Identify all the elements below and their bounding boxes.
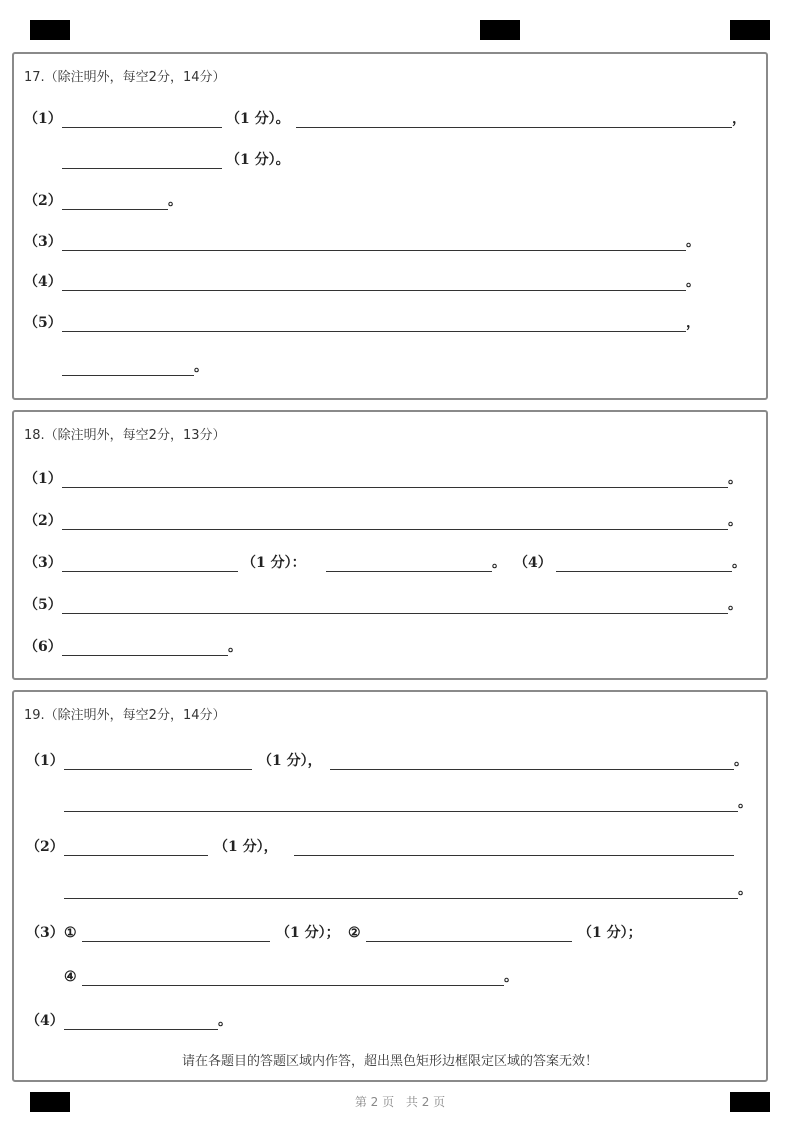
q19-period-1b: 。: [738, 795, 752, 811]
q18-period-3: 。: [492, 555, 506, 571]
q19-row-1: [14, 750, 766, 772]
q19-answer-2b[interactable]: [294, 855, 734, 856]
q17-answer-5a[interactable]: [62, 331, 686, 332]
q19-label-1: （1）: [26, 753, 64, 769]
q18-label-3: （3）: [24, 555, 62, 571]
q17-label-3: （3）: [24, 234, 62, 250]
question-17-box: [12, 52, 768, 400]
q18-period-2: 。: [728, 513, 742, 529]
q19-period-2: 。: [738, 882, 752, 898]
q19-score-1: （1 分），: [258, 753, 322, 769]
q18-row-2: [14, 510, 766, 532]
q18-period-4: 。: [732, 555, 746, 571]
q17-row-4: [14, 271, 766, 293]
q18-score-3: （1 分）：: [242, 555, 306, 571]
q18-period-1: 。: [728, 471, 742, 487]
q18-answer-3a[interactable]: [62, 571, 238, 572]
q17-period-2: 。: [168, 193, 182, 209]
q18-answer-2[interactable]: [62, 529, 728, 530]
q19-row-1-cont: [14, 792, 766, 814]
q18-answer-3b[interactable]: [326, 571, 492, 572]
q17-row-1-cont: [14, 149, 766, 171]
q18-row-1: [14, 468, 766, 490]
q19-row-3-cont: [14, 966, 766, 988]
q17-comma-5: ，: [686, 315, 700, 331]
q17-score-1b: （1 分）。: [226, 152, 290, 168]
question-19-heading: 19.（除注明外，每空2分，14分）: [24, 708, 226, 723]
q18-label-5: （5）: [24, 597, 62, 613]
q17-label-5: （5）: [24, 315, 62, 331]
q19-answer-1b[interactable]: [330, 769, 734, 770]
q18-label-4: （4）: [514, 555, 552, 571]
q17-score-1a: （1 分）。: [226, 111, 290, 127]
q19-circle-2: ②: [348, 925, 361, 941]
q18-answer-4[interactable]: [556, 571, 732, 572]
q18-label-2: （2）: [24, 513, 62, 529]
question-19-box: [12, 690, 768, 1082]
q17-period-5: 。: [194, 359, 208, 375]
q19-answer-1c[interactable]: [64, 811, 738, 812]
question-18-heading: 18.（除注明外，每空2分，13分）: [24, 428, 226, 443]
q17-answer-1c[interactable]: [62, 168, 222, 169]
q19-answer-3b[interactable]: [366, 941, 572, 942]
q17-answer-3[interactable]: [62, 250, 686, 251]
q19-score-3b: （1 分）；: [578, 925, 642, 941]
q17-comma-1: ，: [732, 111, 746, 127]
registration-mark-top-center: [480, 20, 520, 40]
q17-answer-5b[interactable]: [62, 375, 194, 376]
q17-label-2: （2）: [24, 193, 62, 209]
q19-row-2: [14, 836, 766, 858]
registration-mark-top-left: [30, 20, 70, 40]
q19-period-3: 。: [504, 969, 518, 985]
q19-answer-1a[interactable]: [64, 769, 252, 770]
q17-label-1: （1）: [24, 111, 62, 127]
q18-row-6: [14, 636, 766, 658]
q17-answer-2[interactable]: [62, 209, 168, 210]
q17-row-1: [14, 108, 766, 130]
q19-row-4: [14, 1010, 766, 1032]
page-current: 第 2 页: [354, 1095, 395, 1109]
question-18-box: [12, 410, 768, 680]
q19-circle-1: ①: [64, 925, 77, 941]
q18-answer-1[interactable]: [62, 487, 728, 488]
q18-label-6: （6）: [24, 639, 62, 655]
q18-answer-5[interactable]: [62, 613, 728, 614]
q17-answer-4[interactable]: [62, 290, 686, 291]
q19-answer-4[interactable]: [64, 1029, 218, 1030]
q17-label-4: （4）: [24, 274, 62, 290]
q19-answer-2c[interactable]: [64, 898, 738, 899]
question-17-heading: 17.（除注明外，每空2分，14分）: [24, 70, 226, 85]
q19-label-3: （3）: [26, 925, 64, 941]
q19-label-2: （2）: [26, 839, 64, 855]
q17-period-4: 。: [686, 274, 700, 290]
q17-row-5: [14, 312, 766, 334]
q19-row-3: [14, 922, 766, 944]
q19-circle-4: ④: [64, 969, 77, 985]
answer-area-warning: 请在各题目的答题区域内作答，超出黑色矩形边框限定区域的答案无效！: [181, 1054, 598, 1069]
q18-row-5: [14, 594, 766, 616]
q19-period-4: 。: [218, 1013, 232, 1029]
q17-period-3: 。: [686, 234, 700, 250]
q18-row-3: [14, 552, 766, 574]
page-number: [0, 1093, 800, 1110]
q17-row-5-cont: [14, 356, 766, 378]
q17-row-3: [14, 231, 766, 253]
q18-label-1: （1）: [24, 471, 62, 487]
q19-score-3a: （1 分）；: [276, 925, 340, 941]
q19-answer-3c[interactable]: [82, 985, 504, 986]
registration-mark-top-right: [730, 20, 770, 40]
q19-row-2-cont: [14, 879, 766, 901]
q19-score-2: （1 分），: [214, 839, 278, 855]
q17-answer-1a[interactable]: [62, 127, 222, 128]
q19-answer-3a[interactable]: [82, 941, 270, 942]
q19-period-1a: 。: [734, 753, 748, 769]
q19-answer-2a[interactable]: [64, 855, 208, 856]
q17-row-2: [14, 190, 766, 212]
q18-period-5: 。: [728, 597, 742, 613]
q18-period-6: 。: [228, 639, 242, 655]
q19-label-4: （4）: [26, 1013, 64, 1029]
page-total: 共 2 页: [405, 1095, 446, 1109]
q18-answer-6[interactable]: [62, 655, 228, 656]
q17-answer-1b[interactable]: [296, 127, 732, 128]
